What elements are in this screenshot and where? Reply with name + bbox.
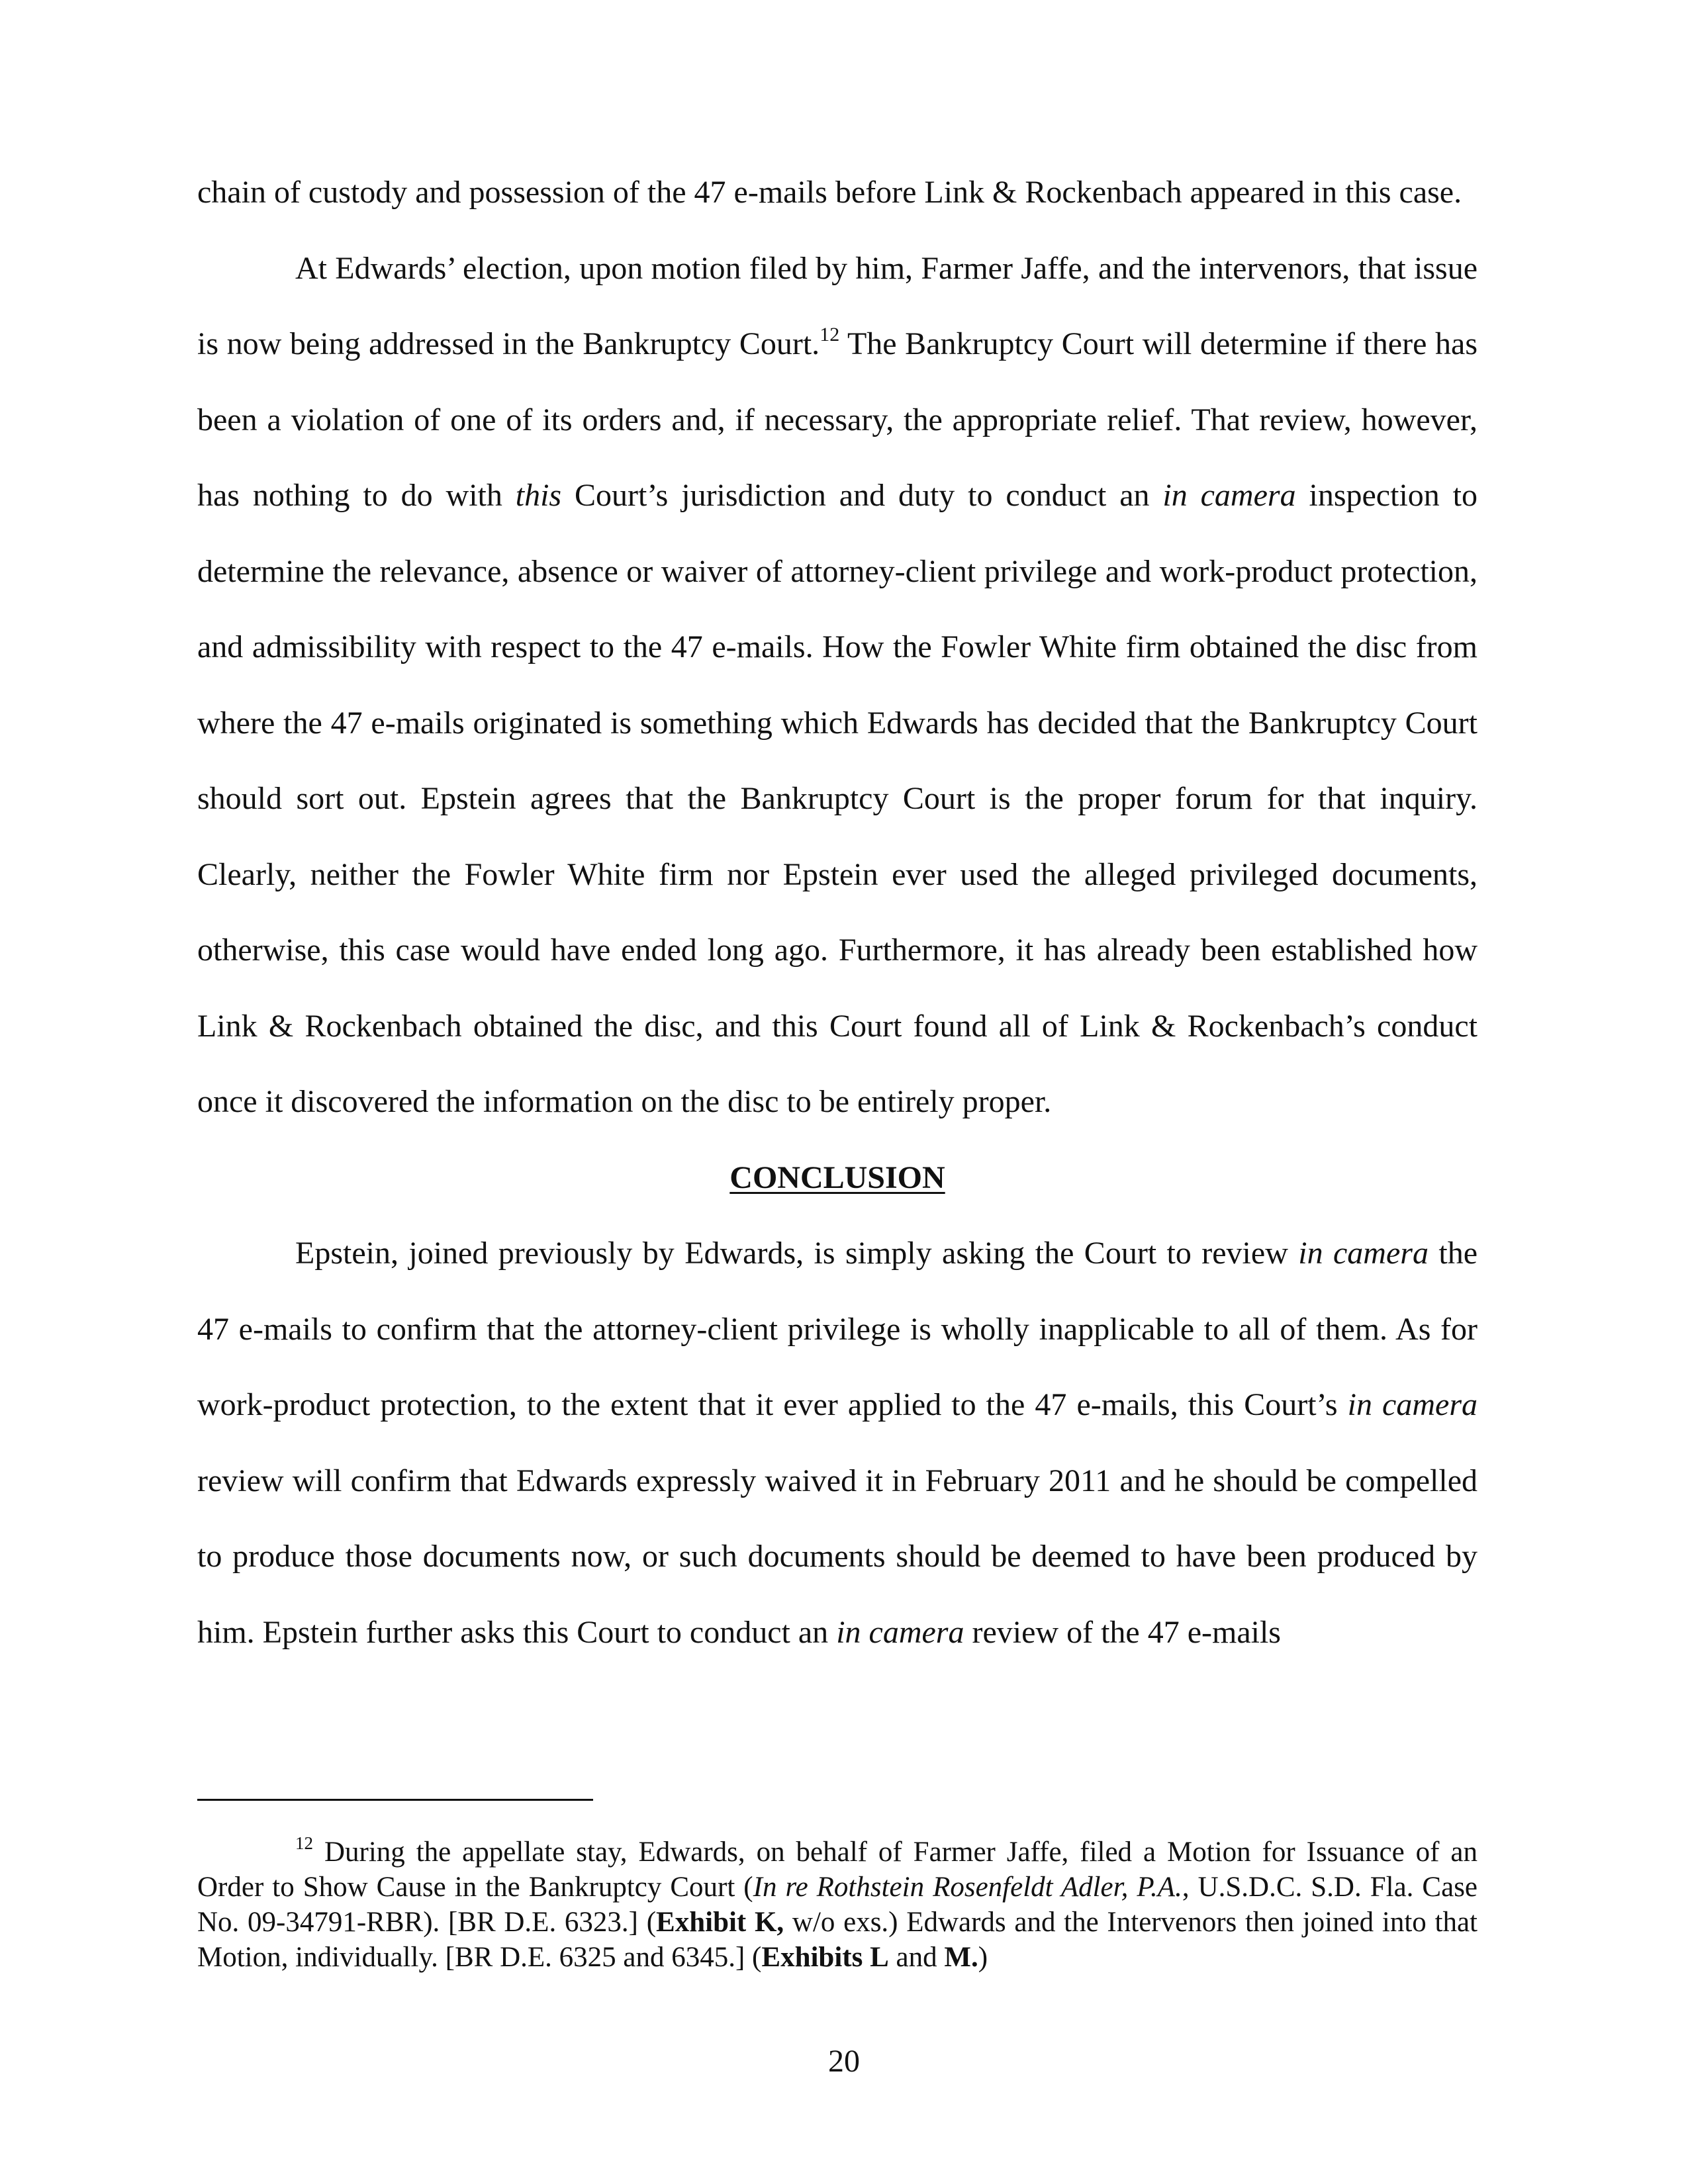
paragraph-text: chain of custody and possession of the 47 e-mails before Link & Rockenbach appeared in this case. xyxy=(197,175,1462,210)
exhibit-reference: Exhibit K, xyxy=(656,1907,784,1938)
footnote-text: , U.S.D.C. S.D. Fla. Case No. 09-34791-RBR). [BR D.E. 6323.] ( xyxy=(197,1872,1478,1938)
italic-emphasis: in camera xyxy=(1162,478,1296,513)
paragraph-text: inspection to determine the relevance, absence or waiver of attorney-client privilege and work-product protection, and admissibility with respect to the 47 e-mails. How the Fowler White firm obtained the disc from where the 47 e-mails originated is something which Edwards has decided that the Bankruptcy Court should sort out. Epstein agrees that the Bankruptcy Court is the proper forum for that inquiry. Clearly, neither the Fowler White firm nor Epstein ever used the alleged privileged documents, otherwise, this case would have ended long ago. Furthermore, it has already been established how Link & Rockenbach obtained the disc, and this Court found all of Link & Rockenbach’s conduct once it discovered the information on the disc to be entirely proper. xyxy=(197,478,1477,1119)
footnote-text: and xyxy=(888,1942,945,1973)
italic-emphasis: this xyxy=(515,478,562,513)
paragraph-text: the 47 e-mails to confirm that the attorney-client privilege is wholly inapplicable to all of them. As for work-product protection, to the extent that it ever applied to the 47 e-mails, this Court’s xyxy=(197,1236,1477,1422)
footnote-12 xyxy=(197,1835,1477,1975)
paragraph-conclusion xyxy=(197,1216,1477,1670)
footnote-text: ) xyxy=(978,1942,988,1973)
italic-emphasis: in camera xyxy=(836,1614,964,1650)
exhibit-reference: Exhibits L xyxy=(761,1942,889,1973)
footnote-text: w/o exs.) Edwards and the Intervenors then joined into that Motion, individually. [BR D.E. 6325 and 6345.] ( xyxy=(197,1907,1477,1973)
page-number: 20 xyxy=(828,2044,860,2079)
footnote-reference[interactable]: 12 xyxy=(820,324,840,345)
italic-emphasis: in camera xyxy=(1347,1387,1477,1422)
paragraph-text: Epstein, joined previously by Edwards, is simply asking the Court to review xyxy=(295,1236,1299,1271)
footnote-number: 12 xyxy=(295,1833,313,1853)
body-text xyxy=(197,155,1477,1670)
paragraph-chain-of-custody xyxy=(197,155,1477,231)
paragraph-text: Court’s jurisdiction and duty to conduct an xyxy=(561,478,1163,513)
paragraph-text: At Edwards’ election, upon motion filed by him, Farmer Jaffe, and the intervenors, that issue is now being addressed in the Bankruptcy Court. xyxy=(197,250,1477,361)
footnote-text: During the appellate stay, Edwards, on behalf of Farmer Jaffe, filed a Motion for Issuance of an Order to Show Cause in the Bankruptcy Court ( xyxy=(197,1837,1477,1903)
section-heading-conclusion: CONCLUSION xyxy=(729,1160,945,1195)
exhibit-reference: M. xyxy=(944,1942,978,1973)
footnote-separator xyxy=(197,1799,593,1801)
footnote-paragraph xyxy=(197,1835,1477,1975)
paragraph-text: The Bankruptcy Court will determine if there has been a violation of one of its orders and, if necessary, the appropriate relief. That review, however, has nothing to do with xyxy=(197,326,1477,513)
case-citation: In re Rothstein Rosenfeldt Adler, P.A. xyxy=(753,1872,1182,1903)
paragraph-text: review will confirm that Edwards expressly waived it in February 2011 and he should be compelled to produce those documents now, or such documents should be deemed to have been produced by him. Epstein further asks this Court to conduct an xyxy=(197,1463,1477,1650)
paragraph-text: review of the 47 e-mails xyxy=(964,1614,1281,1650)
paragraph-bankruptcy-court xyxy=(197,231,1477,1140)
italic-emphasis: in camera xyxy=(1298,1236,1429,1271)
